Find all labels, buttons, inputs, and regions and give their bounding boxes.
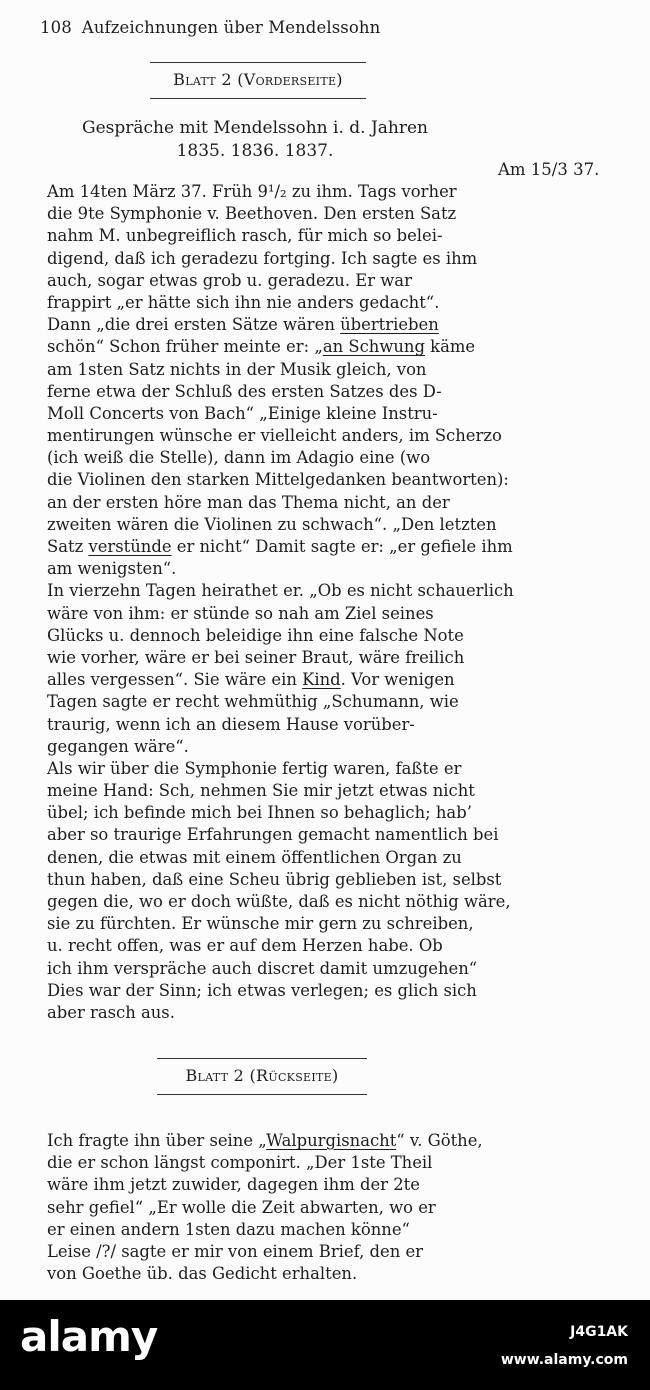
text-line: sehr gefiel“ „Er wolle die Zeit abwarten, wo er [47,1197,436,1217]
text-line [47,669,607,691]
text-line: er einen andern 1sten dazu machen könne“ [47,1219,410,1239]
text-line: Moll Concerts von Bach“ „Einige kleine Instru- [47,403,438,423]
text-line: ferne etwa der Schluß des ersten Satzes des D- [47,381,442,401]
text-fragment: Dann „die drei ersten Sätze wären [47,315,341,335]
text-line: frappirt „er hätte sich ihn nie anders gedacht“. [47,292,440,312]
text-line: am 1sten Satz nichts in der Musik gleich, von [47,359,427,379]
text-line: wie vorher, wäre er bei seiner Braut, wäre freilich [47,647,465,667]
section-title-front [0,70,516,89]
text-line: u. recht offen, was er auf dem Herzen habe. Ob [47,936,443,956]
text-line: übel; ich befinde mich bei Ihnen so behaglich; hab’ [47,803,472,823]
text-line: Tagen sagte er recht wehmüthig „Schumann, wie [47,692,459,712]
text-fragment: schön“ Schon früher meinte er: „ [47,337,323,357]
text-line: die er schon längst componirt. „Der 1ste Theil [47,1153,433,1173]
text-fragment: er nicht“ Damit sagte er: „er gefiele ihm [171,537,513,556]
text-line [47,314,607,336]
heading-rule-top [157,1058,367,1059]
text-line: die 9te Symphonie v. Beethoven. Den ersten Satz [47,204,457,224]
text-line: sie zu fürchten. Er wünsche mir gern zu schreiben, [47,914,474,934]
back-body-text [47,1130,607,1285]
text-line: meine Hand: Sch, nehmen Sie mir jetzt etwas nicht [47,781,475,801]
text-line: wäre von ihm: er stünde so nah am Ziel seines [47,603,434,623]
section-title-front-text: Blatt 2 (Vorderseite) [173,70,343,89]
text-line: Als wir über die Symphonie fertig waren, faßte er [47,758,462,778]
text-fragment: käme [424,337,476,357]
text-line: gegangen wäre“. [47,736,189,756]
text-line: denen, die etwas mit einem öffentlichen Organ zu [47,847,462,867]
text-line: am wenigsten“. [47,559,177,579]
front-body-text [47,181,607,1024]
text-line [47,336,607,358]
running-title: Aufzeichnungen über Mendelssohn [81,18,381,37]
text-line: (ich weiß die Stelle), dann im Adagio eine (wo [47,448,431,468]
text-line: von Goethe üb. das Gedicht erhalten. [47,1264,358,1284]
page-number: 108 [40,18,72,37]
conversation-subtitle [0,117,510,163]
text-line: aber rasch aus. [47,1002,175,1022]
text-line: digend, daß ich geradezu fortging. Ich sagte es ihm [47,248,478,268]
underlined-word: Kind [302,670,341,690]
text-line: Am 14ten März 37. Früh 9¹/₂ zu ihm. Tags vorher [47,182,457,201]
image-id: J4G1AK [570,1324,628,1340]
text-fragment: alles vergessen“. Sie wäre ein [47,670,303,690]
text-line: mentirungen wünsche er vielleicht anders, im Scherzo [47,426,502,446]
running-header [40,18,380,37]
text-line: In vierzehn Tagen heirathet er. „Ob es nicht schauerlich [47,581,514,601]
text-line: traurig, wenn ich an diesem Hause vorüber- [47,714,415,734]
text-line: aber so traurige Erfahrungen gemacht namentlich bei [47,825,499,845]
text-line: die Violinen den starken Mittelgedanken beantworten): [47,470,509,490]
underlined-word: Walpurgisnacht [266,1131,397,1150]
heading-rule-bottom [157,1094,367,1095]
text-line [47,1130,607,1152]
text-line [47,536,607,558]
text-line: auch, sogar etwas grob u. geradezu. Er war [47,270,412,290]
text-line: zweiten wären die Violinen zu schwach“. „Den letzten [47,514,497,534]
text-line: thun haben, daß eine Scheu übrig geblieben ist, selbst [47,869,502,889]
alamy-logo: alamy [20,1312,158,1361]
watermark-url: www.alamy.com [500,1352,628,1368]
subtitle-line-2: 1835. 1836. 1837. [176,141,334,161]
text-line: Leise /?/ sagte er mir von einem Brief, den er [47,1241,423,1261]
heading-rule-bottom [150,98,366,99]
heading-rule-top [150,62,366,63]
underlined-word: übertrieben [340,315,439,335]
underlined-word: an Schwung [322,337,425,357]
text-fragment: Ich fragte ihn über seine „ [47,1131,267,1150]
text-line: Dies war der Sinn; ich etwas verlegen; es glich sich [47,980,477,1000]
section-title-back [0,1066,524,1085]
text-line: an der ersten höre man das Thema nicht, an der [47,492,450,512]
text-line: Glücks u. dennoch beleidige ihn eine falsche Note [47,625,464,645]
subtitle-line-1: Gespräche mit Mendelssohn i. d. Jahren [82,118,428,138]
text-line: wäre ihm jetzt zuwider, dagegen ihm der 2te [47,1175,420,1195]
section-title-back-text: Blatt 2 (Rückseite) [185,1066,339,1085]
margin-date-note: Am 15/3 37. [498,160,600,179]
underlined-word: verstünde [88,537,172,556]
text-line: gegen die, wo er doch wüßte, daß es nicht nöthig wäre, [47,892,511,911]
text-line: nahm M. unbegreiflich rasch, für mich so belei- [47,226,443,246]
text-fragment: . Vor wenigen [340,670,455,690]
text-line: ich ihm verspräche auch discret damit umzugehen“ [47,958,478,978]
text-fragment: Satz [47,537,89,556]
watermark-footer [0,1300,650,1390]
text-fragment: “ v. Göthe, [396,1131,483,1150]
